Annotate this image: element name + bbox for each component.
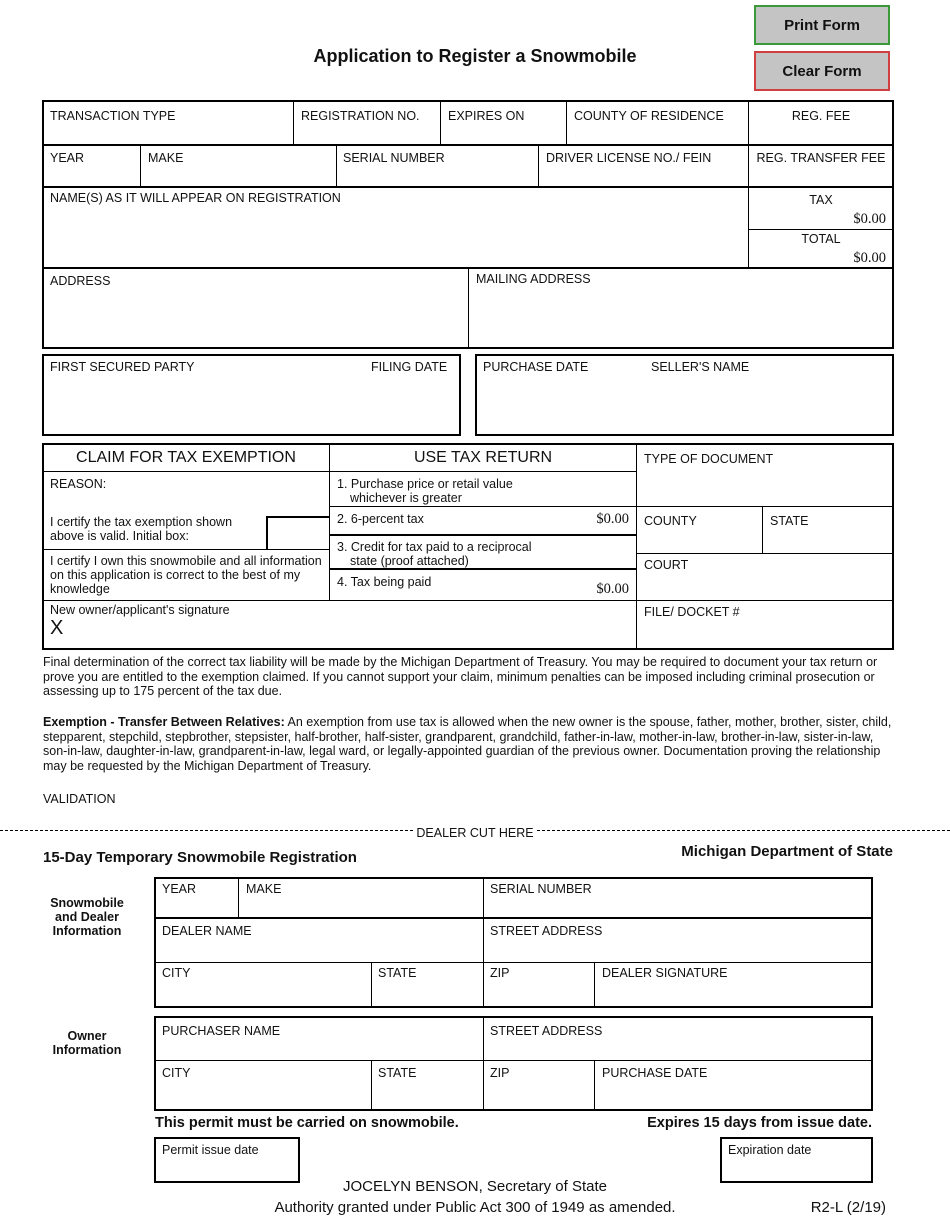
exemption-relatives-title: Exemption - Transfer Between Relatives:	[43, 715, 285, 729]
temp-purchase-date-field[interactable]: PURCHASE DATE	[602, 1066, 708, 1080]
cut-line-left	[0, 830, 413, 831]
address-field[interactable]: ADDRESS	[50, 274, 111, 288]
purchaser-street-field[interactable]: STREET ADDRESS	[490, 1024, 603, 1038]
item2-six-percent-tax: 2. 6-percent tax	[337, 512, 424, 526]
side-label-dealer: Snowmobile and Dealer Information	[50, 896, 124, 938]
expires-on-field[interactable]: EXPIRES ON	[448, 109, 525, 123]
item3-credit[interactable]: 3. Credit for tax paid to a reciprocal	[337, 540, 532, 554]
county-field[interactable]: COUNTY	[644, 514, 697, 528]
final-determination-note: Final determination of the correct tax liability will be made by the Michigan Department of Treasury. You may be required to document your tax return or prove you are entitled to the exemption claimed. If you cannot support your claim, minimum penalties can be imposed including criminal prosecution or assessing up to 175 percent of the tax due.	[43, 655, 878, 698]
purchaser-zip-field[interactable]: ZIP	[490, 1066, 510, 1080]
item4-tax-being-paid: 4. Tax being paid	[337, 575, 432, 589]
must-carry-notice: This permit must be carried on snowmobile.	[155, 1115, 459, 1131]
dealer-name-field[interactable]: DEALER NAME	[162, 924, 252, 938]
total-label: TOTAL	[801, 232, 841, 246]
purchaser-name-field[interactable]: PURCHASER NAME	[162, 1024, 281, 1038]
reg-transfer-fee-field[interactable]: REG. TRANSFER FEE	[756, 151, 886, 165]
first-secured-party-field[interactable]: FIRST SECURED PARTY	[50, 360, 195, 374]
type-of-document-field[interactable]: TYPE OF DOCUMENT	[644, 452, 774, 466]
temp-make-field[interactable]: MAKE	[246, 882, 282, 896]
signature-x-mark: X	[50, 617, 64, 639]
mailing-address-field[interactable]: MAILING ADDRESS	[476, 272, 591, 286]
registration-names-field[interactable]: NAME(S) AS IT WILL APPEAR ON REGISTRATION	[50, 191, 341, 205]
dealer-city-field[interactable]: CITY	[162, 966, 191, 980]
permit-issue-date-field[interactable]: Permit issue date	[162, 1143, 259, 1157]
temp-year-field[interactable]: YEAR	[162, 882, 197, 896]
temp-registration-title: 15-Day Temporary Snowmobile Registration	[43, 849, 357, 866]
serial-number-field[interactable]: SERIAL NUMBER	[343, 151, 445, 165]
cut-line-right	[537, 830, 950, 831]
filing-date-field[interactable]: FILING DATE	[371, 360, 448, 374]
validation-label: VALIDATION	[43, 792, 116, 806]
certify-exemption-text: I certify the tax exemption shown above is valid. Initial box:	[50, 515, 233, 543]
total-value: $0.00	[853, 250, 886, 266]
reason-field[interactable]: REASON:	[50, 477, 107, 491]
dealer-state-field[interactable]: STATE	[378, 966, 417, 980]
secretary-of-state: JOCELYN BENSON, Secretary of State	[343, 1178, 607, 1195]
authority-text: Authority granted under Public Act 300 of 1949 as amended.	[274, 1199, 676, 1216]
registration-no-field[interactable]: REGISTRATION NO.	[301, 109, 420, 123]
expires-notice: Expires 15 days from issue date.	[647, 1115, 872, 1131]
exemption-relatives-note	[43, 715, 893, 773]
item2-value: $0.00	[596, 511, 629, 527]
dealer-signature-field[interactable]: DEALER SIGNATURE	[602, 966, 728, 980]
signature-field[interactable]: New owner/applicant's signature	[50, 603, 230, 617]
form-title: Application to Register a Snowmobile	[313, 46, 637, 66]
driver-license-field[interactable]: DRIVER LICENSE NO./ FEIN	[546, 151, 712, 165]
dealer-cut-here: DEALER CUT HERE	[416, 826, 534, 840]
clear-form-button[interactable]: Clear Form	[754, 51, 890, 91]
transaction-type-field[interactable]: TRANSACTION TYPE	[50, 109, 176, 123]
purchaser-city-field[interactable]: CITY	[162, 1066, 191, 1080]
file-docket-field[interactable]: FILE/ DOCKET #	[644, 605, 740, 619]
tax-value: $0.00	[853, 211, 886, 227]
initial-box[interactable]	[266, 516, 329, 550]
dealer-info-table	[154, 877, 873, 1008]
court-field[interactable]: COURT	[644, 558, 689, 572]
expiration-date-field[interactable]: Expiration date	[728, 1143, 812, 1157]
temp-serial-field[interactable]: SERIAL NUMBER	[490, 882, 592, 896]
make-field[interactable]: MAKE	[148, 151, 184, 165]
item4-value: $0.00	[596, 581, 629, 597]
year-field[interactable]: YEAR	[50, 151, 85, 165]
item1-purchase-price[interactable]: 1. Purchase price or retail value	[337, 477, 513, 491]
certify-ownership-text: I certify I own this snowmobile and all information on this application is correct to the best of my knowledge	[50, 554, 322, 596]
dealer-zip-field[interactable]: ZIP	[490, 966, 510, 980]
purchaser-state-field[interactable]: STATE	[378, 1066, 417, 1080]
reg-fee-field[interactable]: REG. FEE	[791, 109, 851, 123]
claim-tax-exemption-header: CLAIM FOR TAX EXEMPTION	[76, 449, 296, 466]
sellers-name-field[interactable]: SELLER'S NAME	[651, 360, 750, 374]
item1-subtext: whichever is greater	[350, 491, 462, 505]
form-number: R2-L (2/19)	[810, 1199, 886, 1216]
tax-label: TAX	[809, 193, 833, 207]
exemption-relatives-text: An exemption from use tax is allowed when the new owner is the spouse, father, mother, brother, sister, child, stepparent, stepchild, stepbrother, stepsister, half-brother, half-sister, grandparent, grandchild, father-in-law, mother-in-law, brother-in-law, sister-in-law, son-in-law, daughter-in-law, grandparent-in-law, legal ward, or legally-appointed guardian of the previous owner. Documentation proving the relationship may be requested by the Michigan Department of Treasury.	[43, 715, 892, 773]
print-form-button[interactable]: Print Form	[754, 5, 890, 45]
item3-subtext: state (proof attached)	[350, 554, 469, 568]
michigan-dept-state: Michigan Department of State	[681, 843, 893, 860]
state-field[interactable]: STATE	[770, 514, 809, 528]
side-label-owner: Owner Information	[52, 1029, 122, 1057]
dealer-street-field[interactable]: STREET ADDRESS	[490, 924, 603, 938]
purchase-date-field[interactable]: PURCHASE DATE	[483, 360, 589, 374]
county-of-residence-field[interactable]: COUNTY OF RESIDENCE	[574, 109, 724, 123]
use-tax-return-header: USE TAX RETURN	[413, 449, 553, 466]
